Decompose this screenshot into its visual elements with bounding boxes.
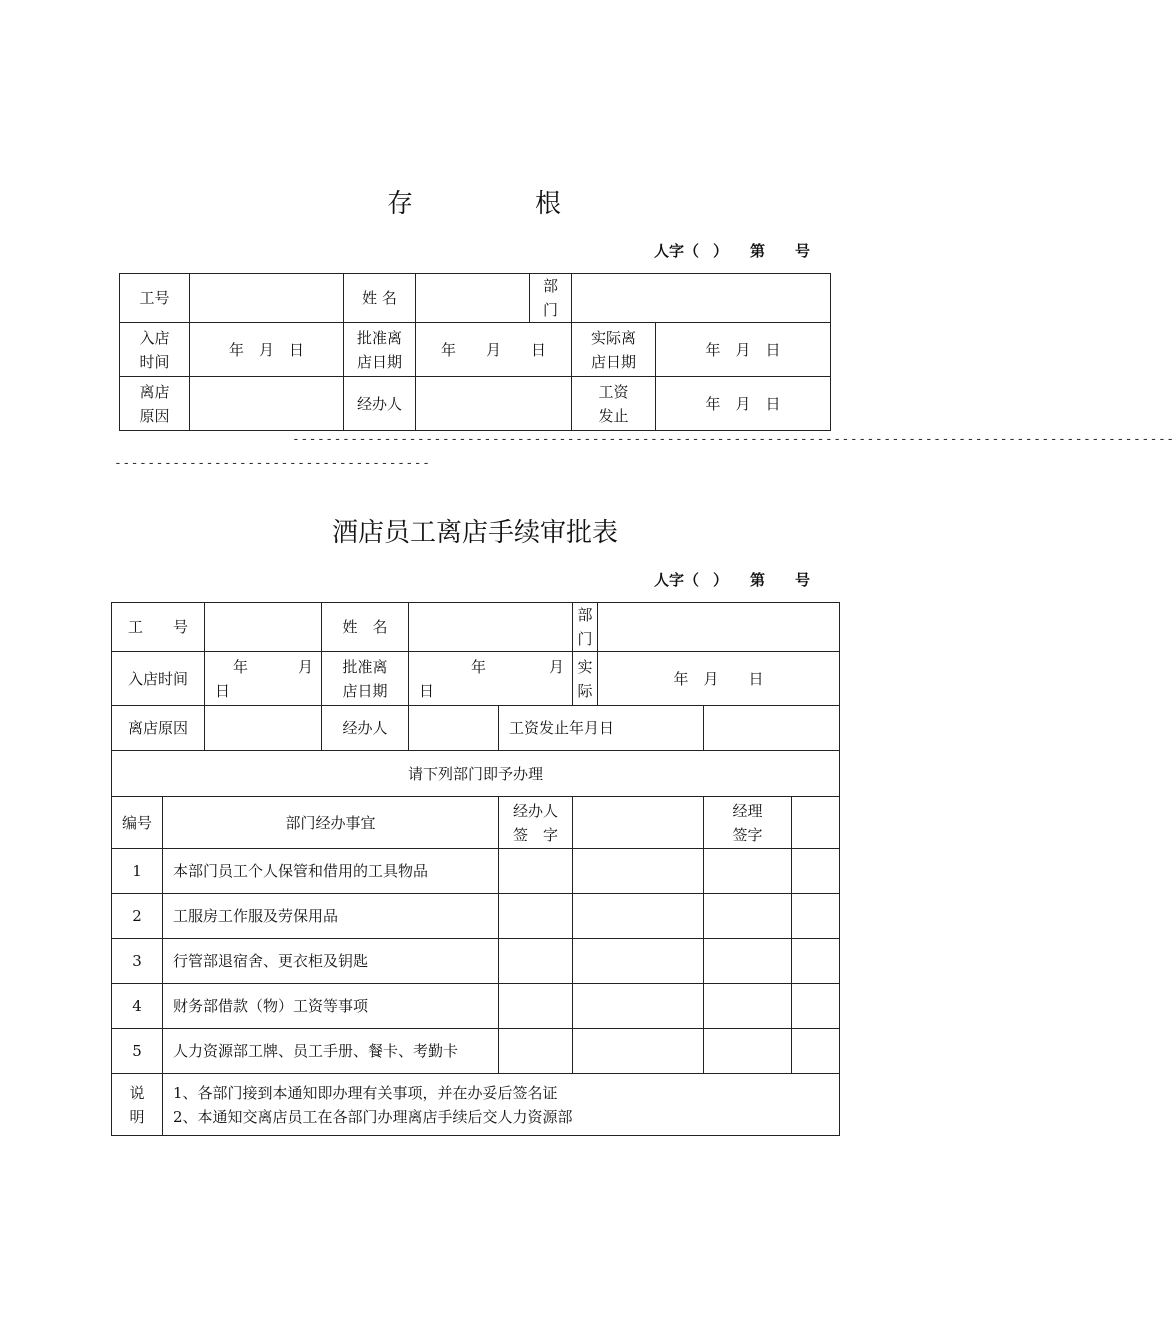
row-mgr-extra[interactable] — [792, 939, 840, 984]
row-sign-extra[interactable] — [573, 1029, 704, 1074]
label-bumen: 部 门 — [573, 603, 598, 652]
approval-table — [111, 602, 840, 1136]
note-line-1: 1、各部门接到本通知即办理有关事项，并在办妥后签名证 — [173, 1083, 558, 1102]
stub-table — [119, 273, 831, 431]
field-shiji-date[interactable]: 年 月 日 — [656, 323, 831, 377]
row-sign-extra[interactable] — [573, 849, 704, 894]
field-lidian-reason[interactable] — [190, 377, 344, 431]
row-mgr-cell[interactable] — [704, 894, 792, 939]
ref-di: 第 — [749, 571, 765, 589]
label-gonghao: 工号 — [120, 274, 190, 323]
field-pizhun-date[interactable]: 年 月 日 — [416, 323, 572, 377]
cut-line-1: ---------------------------------------------------------------------------------------------------------- — [292, 432, 1175, 447]
row-sign-cell[interactable] — [499, 894, 573, 939]
field-xingming[interactable] — [416, 274, 530, 323]
label-rudian: 入店 时间 — [120, 323, 190, 377]
stub-title-char-2: 根 — [535, 189, 564, 219]
row-no: 5 — [112, 1029, 163, 1074]
field-gonghao[interactable] — [205, 603, 322, 652]
label-lidian-reason: 离店 原因 — [120, 377, 190, 431]
row-sign-cell[interactable] — [499, 849, 573, 894]
field-gonghao[interactable] — [190, 274, 344, 323]
label-gonghao: 工 号 — [112, 603, 205, 652]
row-no: 4 — [112, 984, 163, 1029]
row-mgr-cell[interactable] — [704, 849, 792, 894]
label-pizhun: 批准离 店日期 — [344, 323, 416, 377]
please-handle-banner: 请下列部门即予办理 — [112, 751, 840, 797]
row-mgr-cell[interactable] — [704, 939, 792, 984]
head-no: 编号 — [112, 797, 163, 849]
label-gongzi: 工资 发止 — [572, 377, 656, 431]
label-jingbanren: 经办人 — [344, 377, 416, 431]
row-item: 财务部借款（物）工资等事项 — [163, 984, 499, 1029]
field-bumen[interactable] — [572, 274, 831, 323]
ref-di: 第 — [749, 242, 765, 260]
row-mgr-cell[interactable] — [704, 984, 792, 1029]
table-row — [112, 894, 840, 939]
row-sign-cell[interactable] — [499, 984, 573, 1029]
table-row — [112, 1029, 840, 1074]
row-mgr-cell[interactable] — [704, 1029, 792, 1074]
cut-line-2: -------------------------------------- — [114, 456, 431, 471]
notes-cell — [163, 1074, 840, 1136]
row-sign-extra[interactable] — [573, 939, 704, 984]
row-mgr-extra[interactable] — [792, 894, 840, 939]
label-rudian-time: 入店时间 — [112, 652, 205, 706]
head-sign: 经办人 签 字 — [499, 797, 573, 849]
field-xingming[interactable] — [409, 603, 573, 652]
label-xingming: 姓 名 — [322, 603, 409, 652]
table-row — [112, 939, 840, 984]
form-title: 酒店员工离店手续审批表 — [331, 518, 618, 548]
ref-close: ） — [712, 571, 728, 589]
label-shiji: 实际离 店日期 — [572, 323, 656, 377]
ref-close: ） — [712, 242, 728, 260]
field-pizhun-date[interactable] — [409, 652, 573, 706]
table-row — [112, 984, 840, 1029]
date-day: 日 — [215, 681, 231, 700]
stub-reference-line — [654, 240, 810, 261]
ref-hao: 号 — [794, 571, 810, 589]
stub-title-char-1: 存 — [386, 189, 415, 219]
head-sign-field — [573, 797, 704, 849]
field-gongzi-date[interactable]: 年 月 日 — [656, 377, 831, 431]
label-pizhun: 批准离 店日期 — [322, 652, 409, 706]
field-rudian-date[interactable] — [205, 652, 322, 706]
date-month: 月 — [298, 657, 314, 676]
field-bumen[interactable] — [598, 603, 840, 652]
row-no: 3 — [112, 939, 163, 984]
label-jingbanren: 经办人 — [322, 706, 409, 751]
label-gongzi-month: 工资发止年月日 — [499, 706, 704, 751]
stub-title — [0, 183, 950, 220]
row-sign-cell[interactable] — [499, 939, 573, 984]
row-sign-cell[interactable] — [499, 1029, 573, 1074]
ref-prefix: 人字（ — [653, 571, 699, 589]
date-year: 年 — [233, 657, 249, 676]
ref-prefix: 人字（ — [653, 242, 699, 260]
row-mgr-extra[interactable] — [792, 1029, 840, 1074]
note-label: 说 明 — [112, 1074, 163, 1136]
form-reference-line — [654, 569, 810, 590]
row-mgr-extra[interactable] — [792, 984, 840, 1029]
row-item: 行管部退宿舍、更衣柜及钥匙 — [163, 939, 499, 984]
field-jingbanren[interactable] — [409, 706, 499, 751]
row-item: 人力资源部工牌、员工手册、餐卡、考勤卡 — [163, 1029, 499, 1074]
date-day: 日 — [419, 681, 435, 700]
label-reason: 离店原因 — [112, 706, 205, 751]
field-gongzi-month[interactable] — [704, 706, 840, 751]
date-month: 月 — [549, 657, 565, 676]
row-no: 2 — [112, 894, 163, 939]
table-row — [112, 849, 840, 894]
head-item: 部门经办事宜 — [163, 797, 499, 849]
field-rudian-date[interactable]: 年 月 日 — [190, 323, 344, 377]
head-mgr-field — [792, 797, 840, 849]
label-bumen: 部 门 — [530, 274, 572, 323]
field-shiji-date[interactable]: 年 月 日 — [598, 652, 840, 706]
ref-hao: 号 — [794, 242, 810, 260]
row-sign-extra[interactable] — [573, 984, 704, 1029]
label-shiji: 实 际 — [573, 652, 598, 706]
date-year: 年 — [471, 657, 487, 676]
note-line-2: 2、本通知交离店员工在各部门办理离店手续后交人力资源部 — [173, 1107, 573, 1126]
row-no: 1 — [112, 849, 163, 894]
row-item: 本部门员工个人保管和借用的工具物品 — [163, 849, 499, 894]
row-item: 工服房工作服及劳保用品 — [163, 894, 499, 939]
field-reason[interactable] — [205, 706, 322, 751]
label-xingming: 姓 名 — [344, 274, 416, 323]
head-mgr: 经理 签字 — [704, 797, 792, 849]
row-mgr-extra[interactable] — [792, 849, 840, 894]
row-sign-extra[interactable] — [573, 894, 704, 939]
field-jingbanren[interactable] — [416, 377, 572, 431]
